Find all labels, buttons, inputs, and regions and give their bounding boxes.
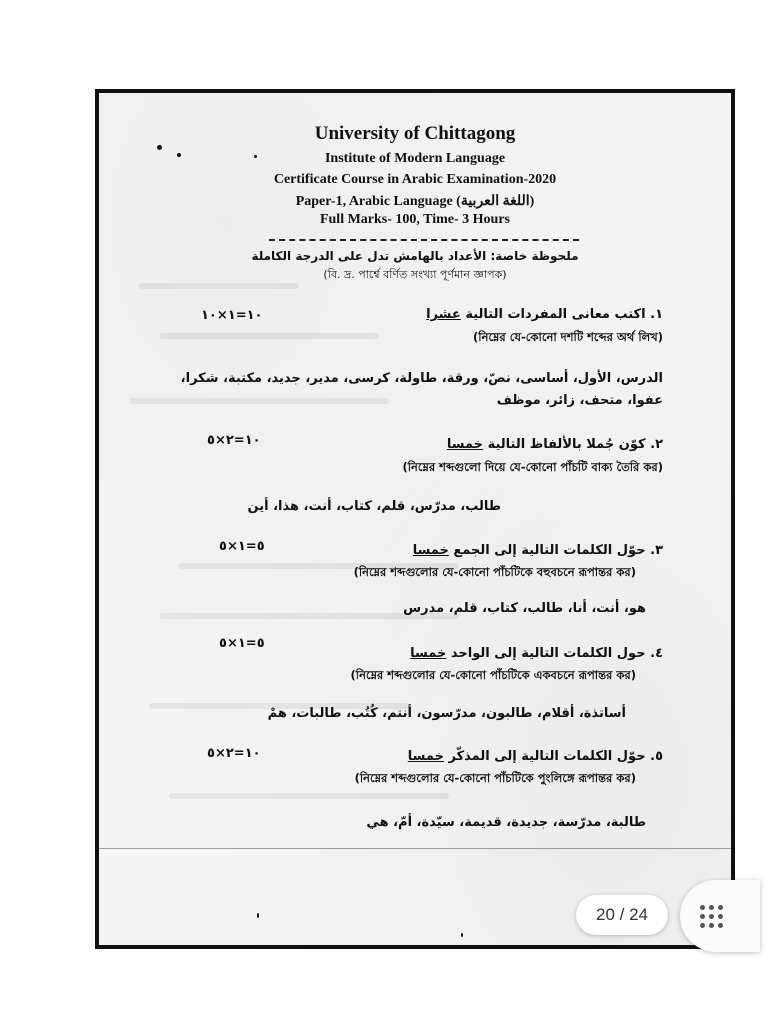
question-1-number: ١. <box>650 307 663 322</box>
question-5-text: حوّل الكلمات التالية إلى المذكّر <box>443 749 646 764</box>
scanned-page <box>95 89 735 949</box>
question-3-arabic <box>413 543 663 558</box>
course-name: Certificate Course in Arabic Examination-2020 <box>273 172 557 187</box>
question-4-marks: ٥=١×٥ <box>219 636 265 651</box>
bleed-through-mark <box>169 793 449 799</box>
university-title: University of Chittagong <box>314 123 516 144</box>
ink-speck <box>157 145 162 150</box>
question-4-arabic <box>410 646 663 661</box>
question-4-number: ٤. <box>650 646 663 661</box>
question-1-words-line-1: الدرس، الأول، أساسى، نصّ، ورقة، طاولة، كرسى، مدير، جديد، مكتبة، شكرا، <box>180 371 663 386</box>
ink-speck <box>257 913 259 918</box>
grid-dots-icon <box>700 905 723 928</box>
question-3-bengali: (নিম্নের শব্দগুলোর যে-কোনো পাঁচটিকে বহুবচনে রূপান্তর কর) <box>353 565 636 579</box>
full-marks: Full Marks- 100, Time- 3 Hours <box>319 212 511 227</box>
question-1-marks: ١٠=١×١٠ <box>201 308 263 323</box>
question-4-words: أساتذة، أقلام، طالبون، مدرّسون، أنتم، كُتُب، طالبات، همْ <box>267 706 626 721</box>
question-5-bengali: (নিম্নের শব্দগুলোর যে-কোনো পাঁচটিকে পুংলিঙ্গে রূপান্তর কর) <box>354 771 636 785</box>
question-5-marks: ١٠=٢×٥ <box>207 746 261 761</box>
question-2-words: طالب، مدرّس، قلم، كتاب، أنت، هذا، أين <box>247 499 501 514</box>
question-1-words-line-2: عفوا، متحف، زائر، موظف <box>496 393 663 408</box>
page-fold-line <box>99 848 731 849</box>
question-3-text: حوّل الكلمات التالية إلى الجمع <box>448 543 646 558</box>
bleed-through-mark <box>159 333 379 339</box>
question-2-number: ٢. <box>650 437 663 452</box>
question-1-count: عشرا <box>426 307 461 322</box>
question-1-arabic <box>426 307 663 322</box>
question-4-bengali: (নিম্নের শব্দগুলোর যে-কোনো পাঁচটিকে একবচনে রূপান্তর কর) <box>350 668 636 682</box>
question-2-bengali: (নিম্নের শব্দগুলো দিয়ে যে-কোনো পাঁচটি বাক্য তৈরি কর) <box>402 460 663 474</box>
question-5-count: خمسا <box>407 749 444 764</box>
special-note-arabic: ملحوظة خاصة: الأعداد بالهامش تدل على الدرجة الكاملة <box>251 249 579 263</box>
question-3-marks: ٥=١×٥ <box>219 539 265 554</box>
question-5-words: طالبة، مدرّسة، جديدة، قديمة، سيّدة، أمّ، هي <box>366 815 646 830</box>
question-3-words: هو، أنت، أنا، طالب، كتاب، قلم، مدرس <box>403 601 646 616</box>
institute-name: Institute of Modern Language <box>324 151 506 166</box>
page-counter: 20 / 24 <box>576 895 668 935</box>
ink-speck <box>461 933 463 937</box>
question-1-bengali: (নিম্নের যে-কোনো দশটি শব্দের অর্থ লিখ) <box>473 330 663 344</box>
question-4-text: حول الكلمات التالية إلى الواحد <box>446 646 646 661</box>
question-1-text: اكتب معانى المفردات التالية <box>460 307 646 322</box>
question-3-count: خمسا <box>412 543 449 558</box>
bleed-through-mark <box>129 398 389 404</box>
question-2-arabic <box>447 437 663 452</box>
question-2-count: خمسا <box>446 437 484 452</box>
special-note-bengali: (বি. দ্র. পার্শ্বে বর্ণিত সংখ্যা পূর্ণমান জ্ঞাপক) <box>323 268 507 281</box>
paper-name: Paper-1, Arabic Language (اللغة العربية) <box>295 194 535 209</box>
question-5-arabic <box>408 749 663 764</box>
question-5-number: ٥. <box>650 749 663 764</box>
question-4-count: خمسا <box>410 646 447 661</box>
question-2-marks: ١٠=٢×٥ <box>207 433 261 448</box>
question-2-text: كوّن جُملا بالألفاظ التالية <box>483 437 646 452</box>
question-3-number: ٣. <box>650 543 663 558</box>
viewer-menu-button[interactable] <box>680 880 760 952</box>
header-divider <box>269 239 579 241</box>
